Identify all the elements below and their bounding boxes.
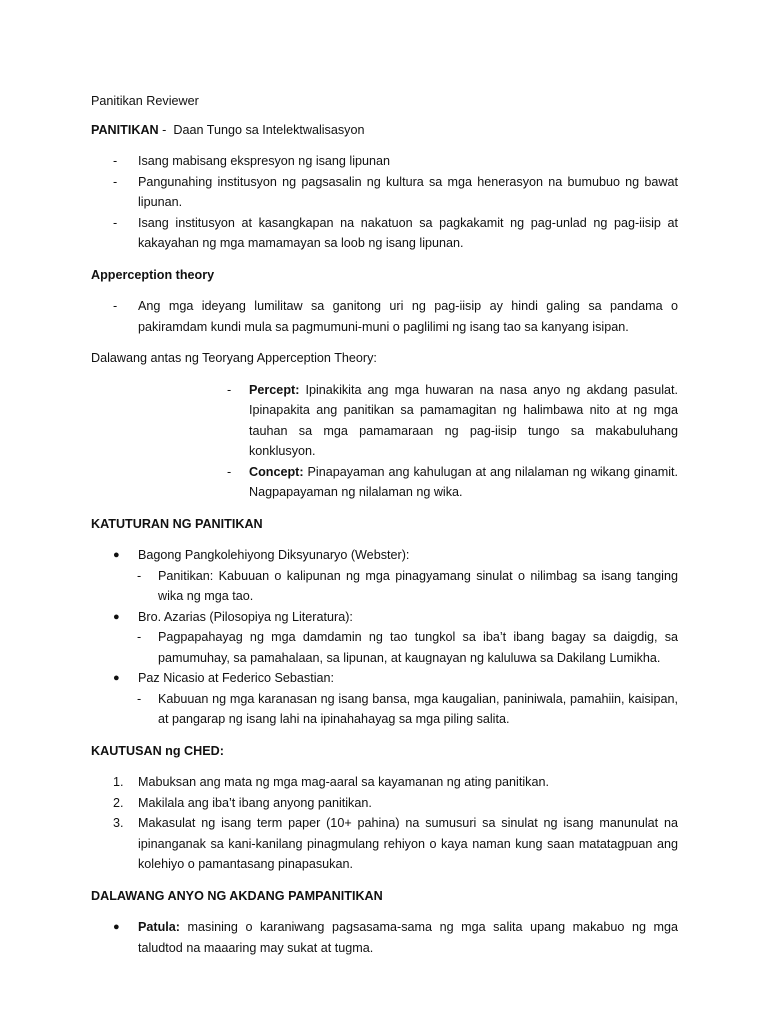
dash-marker: - bbox=[113, 154, 118, 168]
dash-marker: - bbox=[227, 382, 232, 397]
antas-list bbox=[91, 380, 678, 503]
term-label: Concept: bbox=[249, 464, 304, 479]
panitikan-heading: PANITIKAN bbox=[91, 122, 159, 137]
definition-text: Kabuuan ng mga karanasan ng isang bansa, mga kaugalian, paniniwala, pamahiin, kaisipan, at pangarap ng isang lahi na ipinahahayag sa mga piling salita. bbox=[158, 691, 678, 726]
dash-marker: - bbox=[137, 568, 142, 583]
list-item bbox=[91, 607, 678, 628]
list-item bbox=[91, 566, 678, 607]
dash-marker: - bbox=[113, 299, 118, 313]
number-marker: 3. bbox=[113, 816, 124, 830]
number-marker: 2. bbox=[113, 795, 124, 810]
list-item-text: Isang institusyon at kasangkapan na nakatuon sa pagkakamit ng pag-unlad ng pag-iisip at kakayahan ng mga mamamayan sa loob ng isang lipunan. bbox=[138, 215, 678, 250]
apperception-heading: Apperception theory bbox=[91, 267, 215, 282]
dash-marker: - bbox=[113, 215, 118, 230]
list-item bbox=[91, 545, 678, 566]
kautusan-heading: KAUTUSAN ng CHED: bbox=[91, 743, 224, 758]
term-label: Percept: bbox=[249, 382, 300, 397]
list-item bbox=[91, 793, 678, 814]
number-marker: 1. bbox=[113, 775, 124, 789]
list-item bbox=[91, 689, 678, 730]
panitikan-list bbox=[91, 151, 678, 254]
source-label: Bro. Azarias (Pilosopiya ng Literatura): bbox=[138, 609, 353, 624]
katuturan-heading: KATUTURAN NG PANITIKAN bbox=[91, 516, 263, 531]
list-item bbox=[91, 813, 678, 875]
anyo-list bbox=[91, 917, 678, 958]
list-item bbox=[91, 380, 678, 462]
bullet-marker: ● bbox=[113, 672, 120, 684]
term-text: Ipinakikita ang mga huwaran na nasa anyo ng akdang pasulat. Ipinapakita ang panitikan sa pamamagitan ng halimbawa nito at ng mga tauhan sa mga pamamaraan ng pag-iisip tungo sa makabuluhang konklusyon. bbox=[249, 382, 678, 458]
panitikan-heading-line bbox=[91, 120, 678, 141]
anyo-heading: DALAWANG ANYO NG AKDANG PAMPANITIKAN bbox=[91, 888, 383, 903]
document-title: Panitikan Reviewer bbox=[91, 94, 199, 108]
panitikan-subtitle: Daan Tungo sa Intelektwalisasyon bbox=[173, 122, 365, 137]
list-item-text: Isang mabisang ekspresyon ng isang lipunan bbox=[138, 154, 391, 168]
list-item-text: Makasulat ng isang term paper (10+ pahina) na sumusuri sa sinulat ng isang manunulat na ipinanganak sa kani-kanilang pinagmulang rehiyon o kaya naman kung saan matatagpuan ang kolehiyo o pamantasang pinapasukan. bbox=[138, 816, 678, 871]
dash-marker: - bbox=[227, 464, 232, 479]
term-text: Pinapayaman ang kahulugan at ang nilalaman ng wikang ginamit. Nagpapayaman ng nilalaman ng wika. bbox=[249, 464, 678, 499]
list-item bbox=[91, 213, 678, 254]
list-item bbox=[91, 296, 678, 337]
list-item bbox=[91, 668, 678, 689]
list-item-text: Ang mga ideyang lumilitaw sa ganitong uri ng pag-iisip ay hindi galing sa pandama o pakiramdam kundi mula sa pagmumuni-muni o paglilimi ng isang tao sa kanyang isipan. bbox=[138, 299, 678, 334]
kautusan-list bbox=[91, 772, 678, 875]
list-item-text: Mabuksan ang mata ng mga mag-aaral sa kayamanan ng ating panitikan. bbox=[138, 775, 549, 789]
list-item bbox=[91, 772, 678, 793]
source-label: Bagong Pangkolehiyong Diksyunaryo (Webster): bbox=[138, 548, 410, 562]
dash-marker: - bbox=[137, 691, 142, 706]
definition-text: Pagpapahayag ng mga damdamin ng tao tungkol sa iba’t ibang bagay sa daigdig, sa pamumuhay, sa pamahalaan, sa lipunan, at kaugnayan ng kaluluwa sa Dakilang Lumikha. bbox=[158, 630, 678, 665]
list-item bbox=[91, 627, 678, 668]
dash-marker: - bbox=[137, 630, 142, 644]
katuturan-list bbox=[91, 545, 678, 730]
apperception-list bbox=[91, 296, 678, 337]
bullet-marker: ● bbox=[113, 549, 120, 561]
term-text: masining o karaniwang pagsasama-sama ng mga salita upang makabuo ng mga taludtod na maaaring may sukat at tugma. bbox=[138, 920, 678, 955]
dash-marker: - bbox=[113, 174, 118, 189]
term-label: Patula: bbox=[138, 920, 180, 934]
list-item bbox=[91, 917, 678, 958]
bullet-marker: ● bbox=[113, 610, 120, 623]
list-item bbox=[91, 172, 678, 213]
list-item bbox=[91, 151, 678, 172]
definition-text: Panitikan: Kabuuan o kalipunan ng mga pinagyamang sinulat o nilimbag sa isang tanging wika ng mga tao. bbox=[158, 568, 678, 603]
antas-intro: Dalawang antas ng Teoryang Apperception Theory: bbox=[91, 351, 377, 365]
list-item-text: Pangunahing institusyon ng pagsasalin ng kultura sa mga henerasyon na bumubuo ng bawat lipunan. bbox=[138, 174, 678, 209]
bullet-marker: ● bbox=[113, 921, 120, 933]
panitikan-separator: - bbox=[158, 122, 174, 137]
source-label: Paz Nicasio at Federico Sebastian: bbox=[138, 671, 335, 685]
list-item bbox=[91, 462, 678, 503]
list-item-text: Makilala ang iba’t ibang anyong panitikan. bbox=[138, 795, 372, 810]
